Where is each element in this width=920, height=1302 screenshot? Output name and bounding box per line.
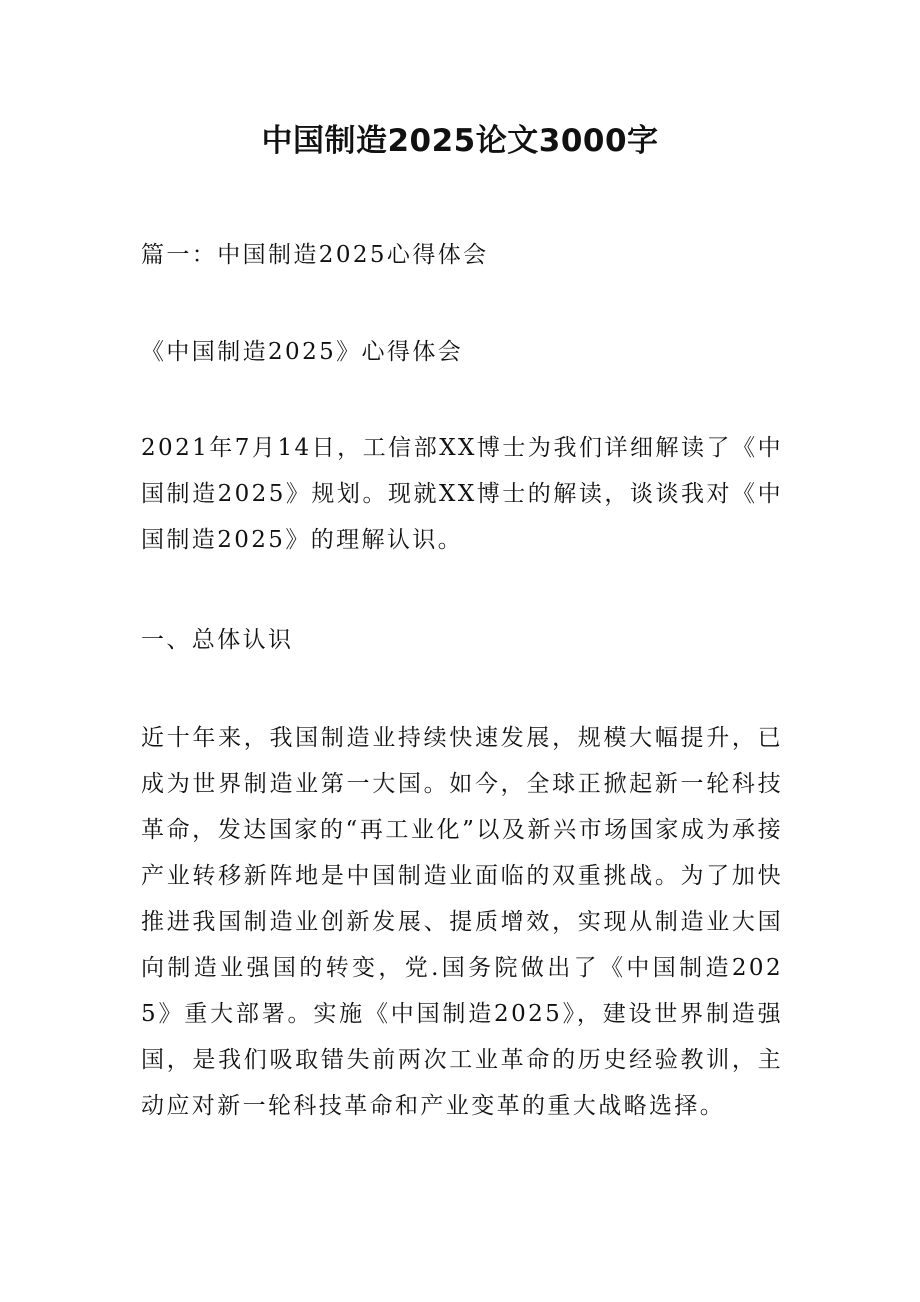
section-paragraph: 近十年来，我国制造业持续快速发展，规模大幅提升，已成为世界制造业第一大国。如今，全球正掀起新一轮科技革命，发达国家的“再工业化”以及新兴市场国家成为承接产业转移新阵地是中国制造业面临的双重挑战。为了加快推进我国制造业创新发展、提质增效，实现从制造业大国向制造业强国的转变，党.国务院做出了《中国制造2025》重大部署。实施《中国制造2025》，建设世界制造强国，是我们吸取错失前两次工业革命的历史经验教训，主动应对新一轮科技革命和产业变革的重大战略选择。 xyxy=(141,725,783,1119)
sub-heading: 《中国制造2025》心得体会 xyxy=(141,339,464,365)
part-heading: 篇一：中国制造2025心得体会 xyxy=(141,242,489,268)
section-heading: 一、总体认识 xyxy=(141,627,294,653)
intro-paragraph: 2021年7月14日，工信部XX博士为我们详细解读了《中国制造2025》规划。现就XX博士的解读，谈谈我对《中国制造2025》的理解认识。 xyxy=(141,435,783,553)
document-title: 中国制造2025论文3000字 xyxy=(261,123,659,159)
